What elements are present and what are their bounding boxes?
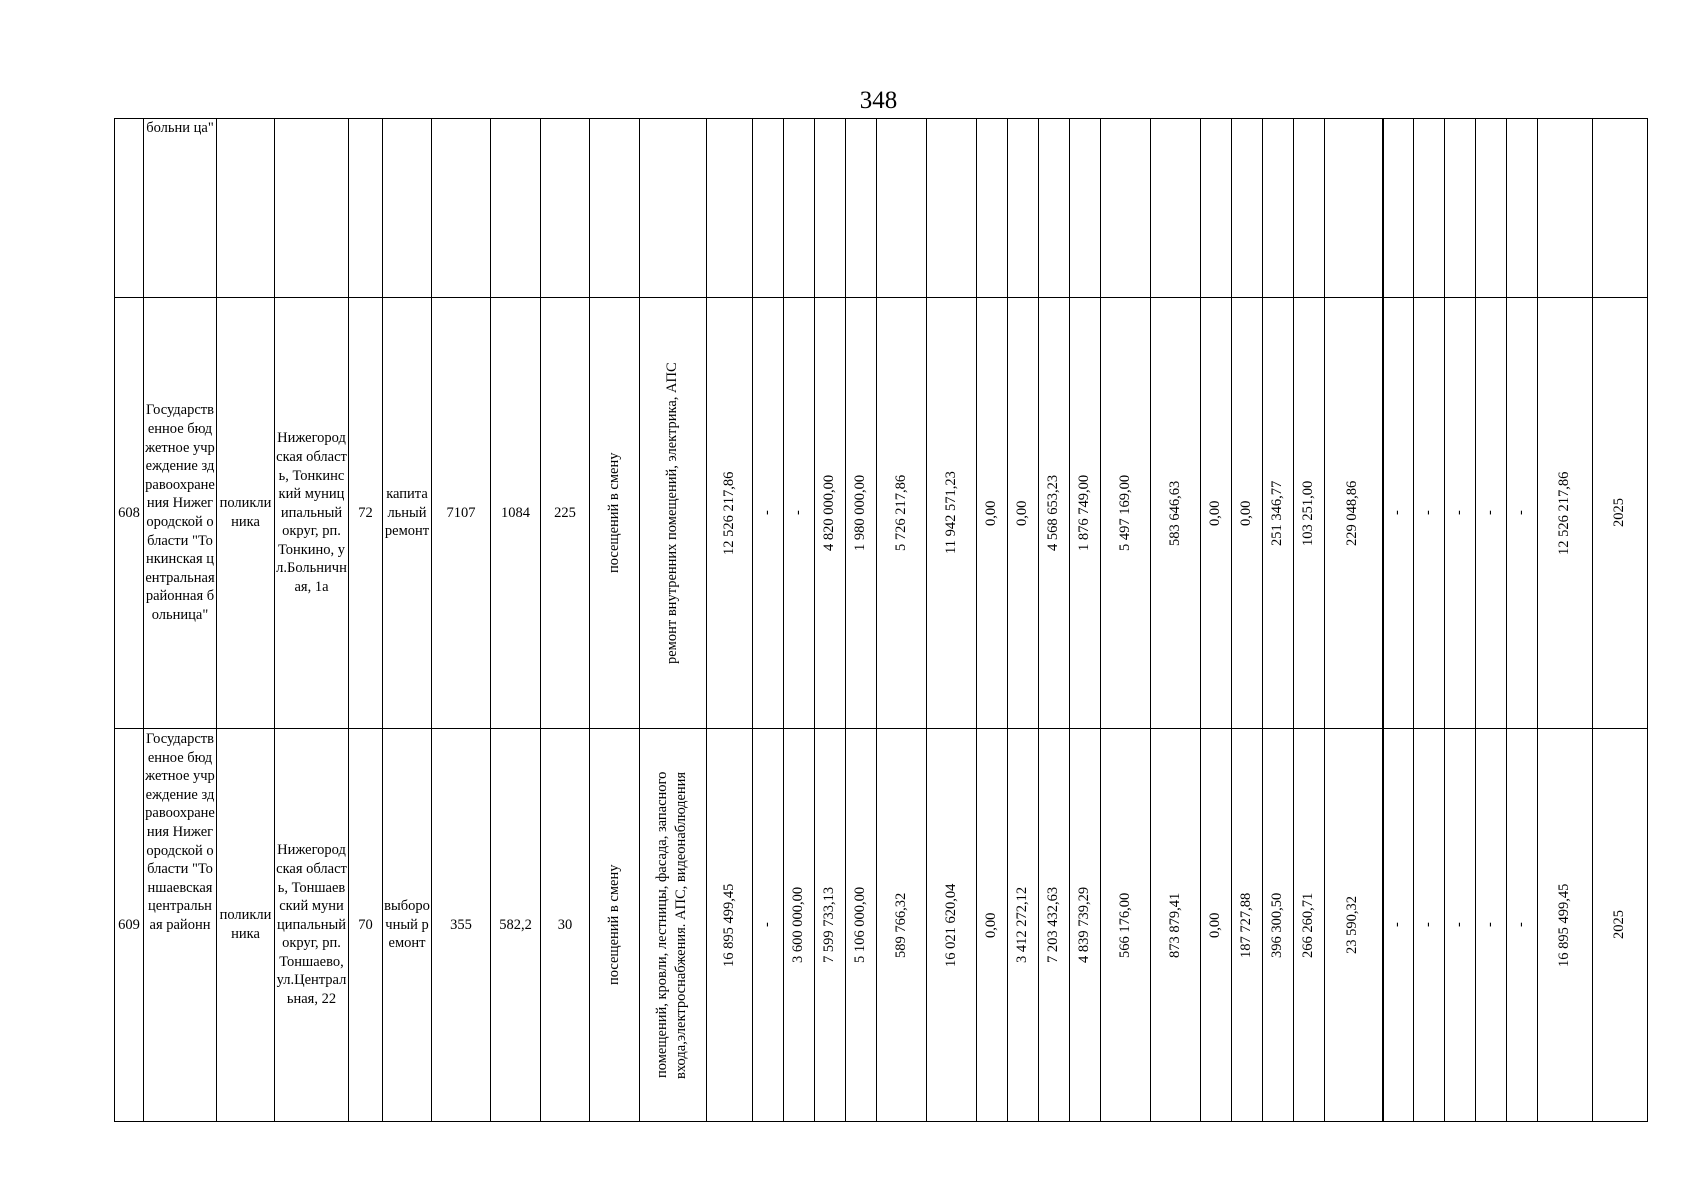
cell-value: 0,00 [1207,912,1223,938]
cell-value: 0,00 [1014,500,1030,526]
cell-c7: 1084 [501,504,530,521]
cell-value: 5 106 000,00 [852,886,868,964]
cell-value: 12 526 217,86 [1556,471,1572,555]
cell-value: 266 260,71 [1300,892,1316,958]
cell-value: 1 980 000,00 [852,474,868,552]
cell-c7: 582,2 [499,916,532,933]
cell-row-number: 609 [118,916,140,933]
cell-value: - [790,510,806,516]
cell-value: - [1482,922,1498,928]
cell-value: 7 203 432,63 [1045,886,1061,964]
cell-work-description: помещений, кровли, лестницы, фасада, запасного входа,электроснабжения. АПС, видеонаблюдения [654,771,689,1079]
cell-value: 589 766,32 [892,892,909,958]
cell-work-type: капитальный ремонт [384,486,430,540]
cell-c4: 70 [358,916,373,933]
cell-value: 16 895 499,45 [720,883,737,967]
cell-capacity-unit: посещений в смену [605,452,622,574]
cell-year: 2025 [1611,498,1627,528]
cell-value: 566 176,00 [1116,892,1133,958]
cell-value: 583 646,63 [1166,480,1183,546]
cell-value: - [1513,922,1529,928]
table-row [115,298,1648,729]
cell-object-type: поликлиника [219,907,272,942]
cell-value: 1 876 749,00 [1076,474,1092,552]
cell-value: - [1420,922,1436,928]
cell-value: 11 942 571,23 [942,471,959,555]
cell-work-type: выборочный ремонт [384,898,430,952]
page-number: 348 [859,87,898,114]
cell-value: - [1420,510,1436,516]
cell-value: 103 251,00 [1300,480,1316,546]
cell-c8: 30 [557,916,573,933]
cell-value: 7 599 733,13 [821,886,837,964]
cell-value: 16 021 620,04 [942,883,959,967]
cell-value: - [1513,510,1529,516]
cell-value: 5 497 169,00 [1116,474,1133,552]
cell-object-type: поликлиника [219,495,272,530]
cell-value: 3 600 000,00 [790,886,806,964]
cell-value: 4 820 000,00 [821,474,837,552]
table-row-continuation [115,119,1648,298]
cell-address: Нижегородская область, Тоншаевский муниципальный округ, рп. Тоншаево, ул.Центральная, 22 [276,842,347,1008]
cell-value: - [1482,510,1498,516]
cell-value: 4 839 739,29 [1076,886,1092,964]
cell-value: 229 048,86 [1344,480,1361,546]
cell-value: - [1451,510,1467,516]
cell-institution-name: Государственное бюджетное учреждение здравоохранения Нижегородской области "Тонкинская центральная районная больница" [145,402,215,623]
cell-value: 16 895 499,45 [1556,883,1572,967]
table-row [115,729,1648,1122]
cell-value: 251 346,77 [1269,480,1285,546]
cell-value: 396 300,50 [1269,892,1285,958]
cell-value: - [1389,510,1406,516]
cell-c8: 225 [554,504,576,521]
cell-value: 0,00 [983,912,999,938]
cell-value: - [1451,922,1467,928]
cell-row-number: 608 [118,504,140,521]
cell-address: Нижегородская область, Тонкинский муниципальный округ, рп. Тонкино, ул.Больничная, 1а [276,430,347,596]
cell-value: 23 590,32 [1344,896,1361,954]
cell-value: 0,00 [983,500,999,526]
cell-value: - [759,922,775,928]
cell-value: 873 879,41 [1166,892,1183,958]
cell-work-description: ремонт внутренних помещений, электрика, АПС [664,362,680,664]
cell-capacity-unit: посещений в смену [605,864,622,986]
cell-value: - [1389,922,1406,928]
cell-institution-name: Государственное бюджетное учреждение здравоохранения Нижегородской области "Тоншаевская центральная районн [145,731,215,933]
cell-year: 2025 [1611,910,1627,940]
cell-value: - [759,510,775,516]
cell-c4: 72 [358,504,373,521]
cell-value: 3 412 272,12 [1014,886,1030,964]
cell-c6: 7107 [446,504,476,521]
object-table [114,118,1648,1122]
cell-value: 5 726 217,86 [892,474,909,552]
cell-value: 12 526 217,86 [720,471,737,555]
cell-value: 187 727,88 [1238,892,1254,958]
cell-c6: 355 [450,916,472,933]
cell-value: 4 568 653,23 [1045,474,1061,552]
cell-value: 0,00 [1207,500,1223,526]
cell-name-tail: больни ца" [146,120,214,136]
cell-value: 0,00 [1238,500,1254,526]
